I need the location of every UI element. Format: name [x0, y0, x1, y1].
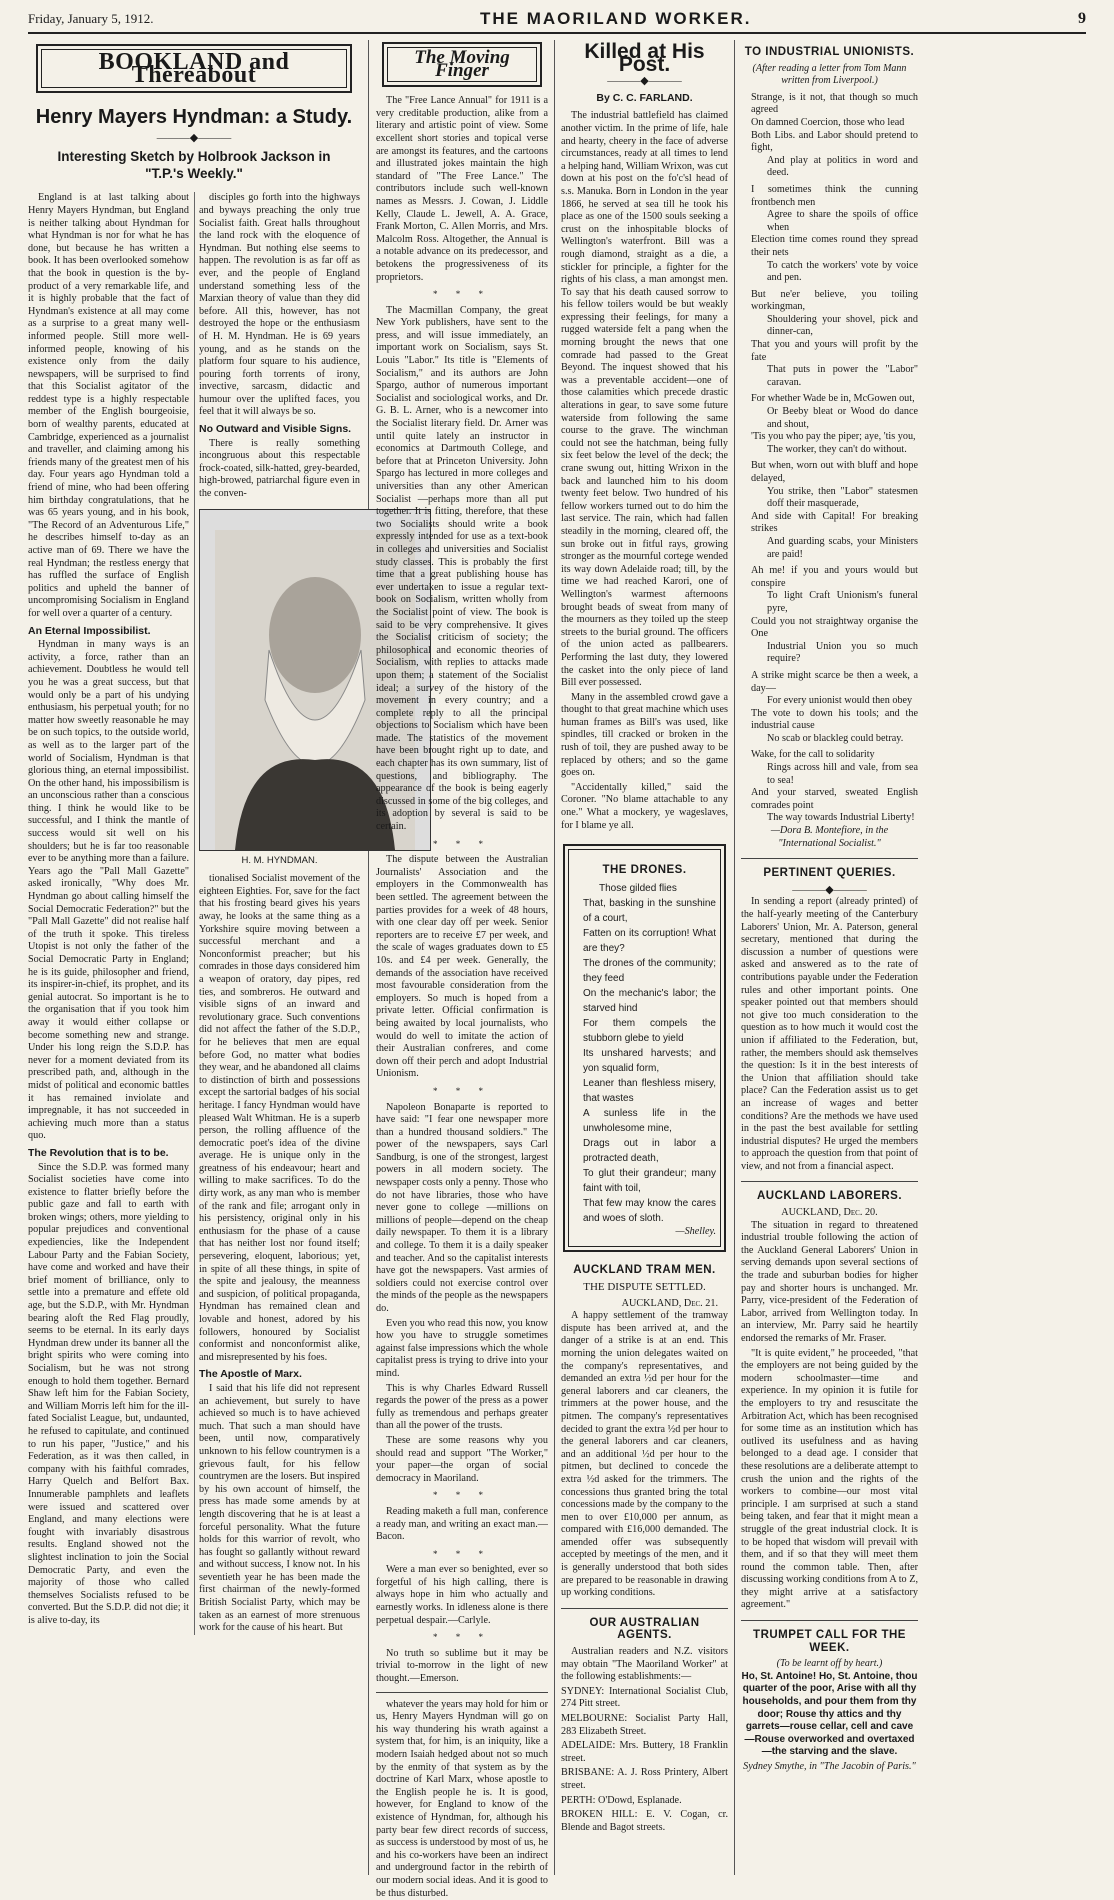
article-subtitle: Interesting Sketch by Holbrook Jackson in "T.P.'s Weekly.": [57, 149, 331, 182]
poem-line: The way towards Industrial Liberty!: [767, 812, 915, 824]
poem-line: And your starved, sweated English comrades point: [751, 787, 918, 811]
poem-note: (After reading a letter from Tom Mann written from Liverpool.): [752, 62, 907, 87]
section-title: TRUMPET CALL FOR THE WEEK.: [753, 1629, 906, 1654]
paragraph: Napoleon Bonaparte is reported to have said: "I fear one newspaper more than a hundred thousand soldiers." The power of the newspapers, says Carl Sandburg, is one of the strongest, largest powers in all modern society. The newspaper costs only a penny. Those who do not have libraries, those who have never gone to college —millions on millions of people—depend on the cheap daily newspaper. To them it is a library and college. To them it is a daily speaker and teacher. And so the capitalist interests have got the newspapers. Vast armies of soldiers could not exercise control over the minds of the people as the newspapers do.: [376, 1101, 548, 1314]
agent-entry: PERTH: O'Dowd, Esplanade.: [561, 1794, 682, 1806]
poem-line: Wake, for the call to solidarity: [751, 749, 875, 761]
poem-line: Rings across hill and vale, from sea to sea!: [767, 762, 918, 786]
moving-finger-section: [376, 40, 548, 1899]
poem-line: Its unshared harvests; and yon squalid form,: [583, 1047, 716, 1074]
drones-poem: [568, 849, 721, 1247]
poem-line: 'Tis you who pay the piper; aye, 'tis you,: [751, 431, 916, 443]
poem-line: For them compels the stubborn glebe to yield: [583, 1017, 716, 1044]
paragraph: No truth so sublime but it may be trivial to-morrow in the light of new thought.—Emerson.: [376, 1647, 548, 1685]
poem-line: Shouldering your shovel, pick and dinner-can,: [767, 313, 918, 338]
paragraph: whatever the years may hold for him or us, Henry Mayers Hyndman will go on his way thundering his wrath against a system that, for him, is an iniquity, like a modern Isaiah hedged about not so much by the enmity of that system as by the doctrine of Karl Marx, whose apostle to the English people he is. It is good, however, for England to know of the existence of Hyndman, for, although his party bear few direct records of success, as success is understood by most of us, he and his co-workers have been an indirect and underground factor in the rebirth of our modern social ideas. And it is good to be thus disturbed.: [376, 1698, 548, 1899]
paragraph: Hyndman in many ways is an activity, a force, rather than an achievement. Doubtless he would tell you he was a great success, but that would only be a part of his undying enthusiasm, his perpetual youth; for no matter how sweetly reasonable he may be on such topics, to the outside world, as well as to the larger part of the world of Socialism, Hyndman is that glorious thing, an eternal impossibilist. On the other hand, his impossibilism is an unconscious rather than a conscious thing. I think he would like to be successful, and I think the mantle of success would sit well on his shoulders; but he is far too reasonable ever to be anything more than a failure. Years ago the "Pall Mall Gazette" asked ironically, "Why does Mr. Hyndman go about calling himself the Social Democratic Federation?" but the "Pall Mall Gazette" did not realise half of the truth it spoke. This tireless Utopist is not only the father of the Social Democratic Party in England; he is its guide, philosopher and friend, its inspirer-in-chief, its prophet, and its genial autocrat. So important is he to the organisation that if you took him away it would either collapse or become something new and strange. Under his long reign the S.D.P. has never for a moment deviated from its prescribed path, and, although in the midst of political and economic battles it has remained inviolate and impregnable, it has not succeeded in achieving much more than a status quo.: [28, 639, 189, 1142]
divider: [741, 1181, 918, 1182]
ornament-divider: ———◆———: [792, 883, 867, 896]
poem-lines: [573, 881, 716, 1226]
poem-line: That you and yours will profit by the fate: [751, 339, 918, 363]
separator: * * *: [433, 1548, 491, 1559]
poem-line: And guarding scabs, your Ministers are paid!: [767, 535, 918, 560]
poem-line: For whether Wade be in, McGowen out,: [751, 393, 915, 405]
poem-line: Leaner than fleshless misery, that wastes: [583, 1077, 716, 1104]
paragraph: Many in the assembled crowd gave a thought to that great machine which uses human frames as Bill's was used, like spindles, till cracked or broken in the rush of toil, they are pushed away to be replaced by others; and so the game goes on.: [561, 691, 728, 779]
masthead: [28, 6, 1086, 34]
poem-title: THE DRONES.: [602, 864, 687, 877]
poem-line: Could you not straightway organise the One: [751, 615, 918, 640]
killed-section: [561, 40, 728, 1877]
separator: * * *: [433, 1085, 491, 1096]
poem-line: Strange, is it not, that though so much agreed: [751, 91, 918, 116]
paragraph: Since the S.D.P. was formed many Socialist societies have come into existence to flatter briefly before the public gaze and fall to earth with broken wings; others, more yielding to popular prejudices and conventional expediencies, like the Independent Labour Party and the Fabian Society, have come and worked and have their brief moment of brilliance, only to settle into a premature and effete old age, but the S.D.P., with Mr. Hyndman bearing aloft the Red Flag proudly, seems to be eternal. In its early days Hyndman drew under its banner all the bright spirits who were coming into Socialism, but he was not strong enough to hold them together. Bernard Shaw left him for the Fabian Society, and William Morris left him for the ill-fated Socialist League, but, undaunted, he refused to capitulate, and continued to run his paper, "Justice," and his Federation, as it was then called, in company with his faithful comrades, Harry Quelch and Belfort Bax. Innumerable pamphlets and leaflets were issued and scattered over England, and many elections were fought with invariably disastrous results. England showed not the slightest inclination to join the Social Democratic Party, and even the majority of those who called themselves Socialists refused to be converted. But the S.D.P. did not die; it is alive to-day, its: [28, 1161, 189, 1626]
poem-line: Election time comes round they spread their nets: [751, 234, 918, 258]
paragraph: This is why Charles Edward Russell regards the power of the press as a power fully as tremendous and perhaps greater than all the power of the trusts.: [376, 1382, 548, 1432]
drones-poem-box: [563, 844, 726, 1252]
poem-line: I sometimes think the cunning frontbench men: [751, 183, 918, 208]
separator: * * *: [433, 1632, 491, 1643]
paragraph: The dispute between the Australian Journalists' Association and the employers in the Commonwealth has been settled. The agreement between the parties provides for a week of 48 hours, with one clear day off per week. Senior reporters are to receive £7 per week, and the scale of wages graduates down to £5 10s. and £4 per week. Generally, the demands of the association have received most favourable consideration from the employers. So much is hoped from a private letter. Official confirmation is being awaited by local journalists, who would do well to imitate the action of their Australian confreres, and come down off their perch and adopt Industrial Unionism.: [376, 854, 548, 1080]
poem-line: That puts in power the "Labor" caravan.: [767, 364, 918, 388]
column-rule: [554, 40, 555, 1875]
paragraph: There is really something incongruous about this respectable frock-coated, silk-hatted, grey-bearded, high-browed, patriarchal figure even in the conven-: [199, 437, 360, 500]
divider: [741, 1620, 918, 1621]
column-rule: [734, 40, 735, 1875]
agent-entry: ADELAIDE: Mrs. Buttery, 18 Franklin street.: [561, 1740, 728, 1764]
poem-line: To light Craft Unionism's funeral pyre,: [767, 590, 918, 614]
paragraph: Were a man ever so benighted, ever so forgetful of his high calling, there is always hope in him who actually and earnestly works. In idleness alone is there perpetual despair.—Carlyle.: [376, 1564, 548, 1626]
poem-note: (To be learnt off by heart.): [776, 1658, 883, 1670]
section-title: AUCKLAND LABORERS.: [756, 1190, 903, 1203]
poem-line: Or Beeby bleat or Wood do dance and shout,: [767, 406, 918, 430]
poem-line: Fatten on its corruption! What are they?: [583, 927, 716, 954]
paragraph: Even you who read this now, you know how you have to struggle sometimes against false impressions which the whole capitalist press is trying to drive into your mind.: [376, 1317, 548, 1379]
moving-finger-banner: [382, 42, 542, 87]
ornament-divider: ———◆———: [607, 75, 682, 88]
poem-line: And play at politics in word and deed.: [767, 154, 918, 179]
bookland-section: [28, 40, 360, 1877]
paragraph: England is at last talking about Henry Mayers Hyndman, but England is neither talking about Hyndman for what Hyndman is nor for what he has done, but because he has written a book. It has been overlooked somehow that the book in question is the by-product of a very remarkable life, and it is highly probable that the fact of Hyndman's existence at all may come as a surprise to a great many well-informed people. Still more well-informed people, knowing of his existence only from the daily newspapers, will be surprised to find that this Socialist agitator of the reddest type is a highly respectable member of the English bourgeoisie, born of wealthy parents, educated at Cambridge, experienced as a journalist and traveller, and claiming among his friends many of the greatest men of his day. Four years ago Hyndman told a friend of mine, who had been offering him birthday congratulations, that he was 65 years young, and in his book, "The Record of an Adventurous Life," he describes himself to-day as an active man of 69. There we have the real Hyndman; the restless energy that has ruffled the surface of English politics and upheld the banner of uncompromising Socialism in England for well over a quarter of a century.: [28, 192, 189, 619]
paragraph: I said that his life did not represent an achievement, but surely to have achieved so much is to have achieved much. That such a man should have been, until now, comparatively unknown to his fellow countrymen is a grievous fault, for his fellow countrymen are the losers. But inspired by his own account of himself, the press has made some amends by at length discovering that he is at least a forceful personality. What the future holds for this warrior of revolt, who has fought so gallantly without reward and without success, I know not. In his seventieth year he has been made the first chairman of the newly-formed British Socialist Party, which may be taken as an earnest of more strenuous work for the cause of his heart. But: [199, 1382, 360, 1634]
poem-line: You strike, then "Labor" statesmen doff their masquerade,: [767, 485, 918, 510]
divider: [376, 1692, 548, 1693]
agent-entry: BRISBANE: A. J. Ross Printery, Albert street.: [561, 1767, 728, 1791]
poem-attribution: —Dora B. Montefiore, in the "International Socialist.": [770, 825, 889, 849]
poem-line: A strike might scarce be then a week, a day—: [751, 669, 918, 694]
section-title: TO INDUSTRIAL UNIONISTS.: [744, 46, 915, 58]
paragraph: tionalised Socialist movement of the eighteen Eighties. For, save for the fact that his frosting beard gives his years away, he looks at the same thing as a Yorkshire squire moving between a successful merchant and a Nonconformist preacher; but his comrades in those days considered him a weapon of oratory, day pipes, red ties, and sombreros. He outward and visible signs of an inward and revolutionary grace. Such conventions did not affect the father of the S.D.P., for he believes that men are equal before God, no matter what bodies they wear, and he abandoned all claims to distinction of birth and possessions except the sartorial badges of his social heritage. I fancy Hyndman would have pleased Walt Whitman. He is a superb person, the rolling affluence of the democratic poet's idea of the divine average. He is unique only in the greatness of his endeavour; heart and willing to make sacrifices. To do the dirty work, as any man who is member of the rank and file; arrogant only in his persistency, original only in his enthusiasm for the phase of a cause that has neither lost nor found itself; persevering, eloquent, laborious; yet, in spite of all these things, in spite of the spite and jealousy, the meanness and suspicion, of political propaganda, Hyndman has remained clean and lovable and honest, adored by his followers, honoured by Socialist conformist and nonconformist alike, and misrepresented by his foes.: [199, 873, 360, 1363]
paragraph: These are some reasons why you should read and support "The Worker," your paper—the organ of social democracy in Maoriland.: [376, 1434, 548, 1484]
paragraph: The "Free Lance Annual" for 1911 is a very creditable production, alike from a literary and artistic point of view. Some excellent short stories and topical verse are amongst its features, and the cartoons and illustrated jokes maintain the high standard of "The Free Lance." The contributors include such well-known names as Messrs. J. Cowan, J. Liddle Kelly, Claude L. Jewell, A. A. Grace, Frank Morton, C. Allen Morris, and Mrs. Malcolm Ross. Altogether, the Annual is a notable advance on its predecessor, and betokens the progressiveness of its proprietors.: [376, 95, 548, 283]
poem-line: Both Libs. and Labor should pretend to fight,: [751, 129, 918, 154]
poem-line: On the mechanic's labor; the starved hind: [583, 987, 716, 1014]
paragraph: The industrial battlefield has claimed another victim. In the prime of life, hale and hearty, cheery in the face of adverse circumstances, ready at all times to lend a helping hand, William Wrixon, was cut down at his post on the fo'c'sl head of s.s. Manuka. Born in London in the year 1866, he served at sea till he took his place as one of the 1500 souls seeking a crust on the inhospitable blocks of Wellington's waterfront. Bill was a rough diamond, straight as a die, a stickler for principle, a fighter for the rights of his class, a man amongst men. To say that his death caused sorrow to his fellow toilers would be but weakly expressing their feelings, for many a rugged waterside felt a pang when the morning brought the news that one comrade had passed to the Great Beyond. The inquest showed that his was a preventable accident—one of those calamities which precede drastic alterations in gear, to save some future waterside from following the same course to the grave. The winchman could not see the hatchman, being fully six feet below the level of the deck; the crane swung out, hitting Wrixon in the back and launched him to his doom twenty feet below. Two hundred of his fellow workers turned out to do him the last service. The rain, which had fallen steadily in the morning, cleared off, the sun broke out in fitful rays, growing stronger as the mournful cortege wended its way down Adelaide road; till, by the time we had reached Karori, one of Wellington's warmest afternoons brought beads of sweat from many of the mourners as they toiled up the steep streets to the burial ground. The officers of the union acted as pallbearers. Performing the last duty, they lowered the casket into the only piece of land Bill ever possessed.: [561, 110, 728, 689]
paragraph: "Accidentally killed," said the Coroner. "No blame attachable to any one." What a mockery, ye wageslaves, for I blame ye all.: [561, 781, 728, 831]
separator: * * *: [433, 289, 491, 300]
dateline: AUCKLAND, Dec. 20.: [781, 1207, 878, 1219]
page-number: 9: [1077, 10, 1086, 27]
trumpet-text: Ho, St. Antoine! Ho, St. Antoine, thou quarter of the poor, Arise with all thy households, and pour them from thy door; Rouse thy attics and thy garrets—rouse cellar, cell and cave—Rouse overworked and overtaxed—the starving and the slave.: [741, 1670, 918, 1758]
paragraph: Reading maketh a full man, conference a ready man, and writing an exact man.—Bacon.: [376, 1505, 548, 1543]
subheading: The Revolution that is to be.: [28, 1146, 169, 1159]
section-title: OUR AUSTRALIAN AGENTS.: [589, 1616, 700, 1642]
paper-title: THE MAORILAND WORKER.: [480, 9, 752, 28]
paragraph: A happy settlement of the tramway dispute has been arrived at, and the danger of a strike is at an end. This morning the union delegates waited on the company's representatives, and demanded an extra ½d per hour for the general laborers and car cleaners, the trimmers at the power house, and the pitmen. The company's representatives decided to grant the extra ½d per hour to the general laborers and car cleaners, and an additional ½d per hour to the pitmen, but declined to concede the extra ½d asked for the trimmers. The concessions thus granted bring the total concessions made by the company to the men to over £10,000 per annum, as compared with £16,000 demanded. The amended offer was subsequently accepted by meetings of the men, and it is generally understood that both sides are prepared to be reasonable in drawing up working conditions.: [561, 1310, 728, 1599]
poem-line: Industrial Union you so much require?: [767, 640, 918, 665]
paragraph: "It is quite evident," he proceeded, "that the employers are not being guided by the modern schoolmaster—time and experience. In my opinion it is futile for the employers to try and resuscitate the Arbitration Act, which has been recognised for some time as an institution which has outlived its usefulness and as having belonged to a dead age. I consider that these resolutions are a deliberate attempt to crush the union and the rights of the workers to combine—our most vital principle. I am surprised at such a stand being taken, and fear that it might mean a struggle of the great industrial clock. It is to be hoped that wisdom will prevail with them, and if so that they will meet them round the common table. Then, after discussing working conditions from A to Z, they might arrive at a satisfactory agreement.": [741, 1347, 918, 1611]
poem-line: To catch the workers' vote by voice and pen.: [767, 259, 918, 284]
banner-text: BOOKLAND and Thereabout: [41, 49, 347, 88]
poem-line: Ah me! if you and yours would but conspire: [751, 565, 918, 589]
dateline: AUCKLAND, Dec. 21.: [621, 1297, 718, 1309]
separator: * * *: [433, 1490, 491, 1501]
poem-line: But when, worn out with bluff and hope delayed,: [751, 460, 918, 484]
bookland-banner: [36, 44, 352, 93]
poem-line: The vote to down his tools; and the industrial cause: [751, 707, 918, 732]
column-rule: [368, 40, 369, 1875]
issue-date: Friday, January 5, 1912.: [28, 11, 154, 26]
portrait-caption: H. M. HYNDMAN.: [241, 854, 318, 866]
poem-line: Drags out in labor a protracted death,: [583, 1137, 716, 1164]
subheading: No Outward and Visible Signs.: [199, 423, 352, 436]
poem-line: But ne'er believe, you toiling workingman,: [751, 288, 918, 313]
article-title: Killed at His Post.: [584, 40, 705, 76]
poem-line: Agree to share the spoils of office when: [767, 209, 918, 233]
poem-line: That few may know the cares and woes of sloth.: [583, 1197, 716, 1224]
poem-line: The worker, they can't do without.: [767, 443, 907, 455]
banner-text: The Moving Finger: [387, 47, 537, 82]
poem-line: Those gilded flies: [599, 882, 677, 894]
paragraph: In sending a report (already printed) of the half-yearly meeting of the Canterbury Laborers' Union, Mr. A. Paterson, general secretary, mentioned that during the discussion a number of questions were asked and answered as to the rate of contributions payable under the Federation rules and other important points. One speaker pointed out that members should not give too much consideration to the question as to how much it would cost the union if affiliated to the Federation, but, rather, the members should ask themselves the question: Is it in the best interests of the Union that affiliation should take place? Can the Federation assist us to get an increase of wages and better conditions? Are the methods we have used in the past the best available for settling industrial disputes? He urged the members to approach the question from that point of view, and not from a financial aspect.: [741, 896, 918, 1172]
poem-line: A sunless life in the unwholesome mine,: [583, 1107, 716, 1134]
divider: [561, 1608, 728, 1609]
paragraph: The situation in regard to threatened industrial trouble following the action of the Auckland General Laborers' Union in serving demands upon several sections of the trade and suburban bodies for higher pay and shorter hours is unchanged. Mr. Parry, vice-president of the Federation of Labor, arrived from Wellington today. In an interview, Mr. Parry said he heartily endorsed the remarks of Mr. Fraser.: [741, 1219, 918, 1344]
article-title: Henry Mayers Hyndman: a Study.: [35, 106, 353, 129]
poem-line: The drones of the community; they feed: [583, 957, 716, 984]
poem-line: To glut their grandeur; many faint with toil,: [583, 1167, 716, 1194]
divider: [741, 858, 918, 859]
paragraph: disciples go forth into the highways and byways preaching the only true Socialist faith. Great halls throughout the land rock with the eloquence of Hyndman. But nothing else seems to happen. The revolution is as far off as ever, and the people of England understand something less of the Marxian theory of value than they did before. All this, however, has not destroyed the hope or the enthusiasm of H. M. Hyndman. He is 69 years young, and as he stands on the platform four square to his audience, pouring forth torrents of irony, invective, sarcasm, didactic and humour over the uplifted faces, you feel that it will always be so.: [199, 192, 360, 418]
poem-attribution: —Shelley.: [675, 1225, 716, 1237]
ornament-divider: ———◆———: [156, 131, 232, 144]
agent-entry: BROKEN HILL: E. V. Cogan, cr. Blende and Bagot streets.: [561, 1809, 728, 1833]
paragraph: The Macmillan Company, the great New York publishers, have sent to the press, and will issue immediately, an important work on Socialism, says St. Louis "Labor." Its title is "Elements of Socialism," and its authors are John Spargo, author of numerous important Socialist and sociological works, and Dr. G. B. L. Arner, who is a newcomer into the Socialist literary field. Dr. Arner was until quite lately an instructor in economics at Dartmouth College, and before that at Princeton University. John Spargo has lectured in more colleges and universities than any other American Socialist —perhaps more than all put together. It is fitting, therefore, that these two Socialists should write a book expressly intended for use as a text-book in colleges and universities and Socialist study classes. This is probably the first time that a great publishing house has ever undertaken to issue a regular text-book on Socialism, written wholly from the Socialist point of view. The book is said to be very comprehensive. It gives the Socialist criticism of society; the philosophical and economic theories of Socialism, with replies to attacks made upon them; a statement of the Socialist ideal; a survey of the history of the movement in every country; and a complete reply to all the principal objections to Socialism which have been made. The statistics of the movement have been brought right up to date, and each chapter has its own summary, list of questions, and bibliography. The appearance of the book is being eagerly discussed in some of the big colleges, and its adoption by several is said to be certain.: [376, 304, 548, 833]
section-subtitle: THE DISPUTE SETTLED.: [583, 1281, 706, 1293]
poem-lines: [741, 92, 918, 825]
subheading: An Eternal Impossibilist.: [28, 624, 151, 637]
section-title: AUCKLAND TRAM MEN.: [573, 1264, 716, 1277]
agent-entry: MELBOURNE: Socialist Party Hall, 283 Elizabeth Street.: [561, 1713, 728, 1737]
unionists-column: [741, 40, 918, 1877]
poem-line: No scab or blackleg could betray.: [767, 732, 904, 744]
trumpet-attribution: Sydney Smythe, in "The Jacobin of Paris.": [743, 1761, 916, 1772]
byline: By C. C. FARLAND.: [596, 91, 693, 104]
paragraph: Australian readers and N.Z. visitors may obtain "The Maoriland Worker" at the following establishments:—: [561, 1646, 728, 1683]
subheading: The Apostle of Marx.: [199, 1368, 302, 1381]
poem-line: On damned Coercion, those who lead: [751, 116, 905, 128]
bookland-body: [28, 192, 360, 1634]
section-title: PERTINENT QUERIES.: [763, 867, 896, 880]
poem-line: That, basking in the sunshine of a court,: [583, 897, 716, 924]
poem-line: And side with Capital! For breaking strikes: [751, 510, 918, 535]
separator: * * *: [433, 838, 491, 849]
poem-line: For every unionist would then obey: [767, 695, 913, 707]
agent-entry: SYDNEY: International Socialist Club, 274 Pitt street.: [561, 1685, 728, 1710]
